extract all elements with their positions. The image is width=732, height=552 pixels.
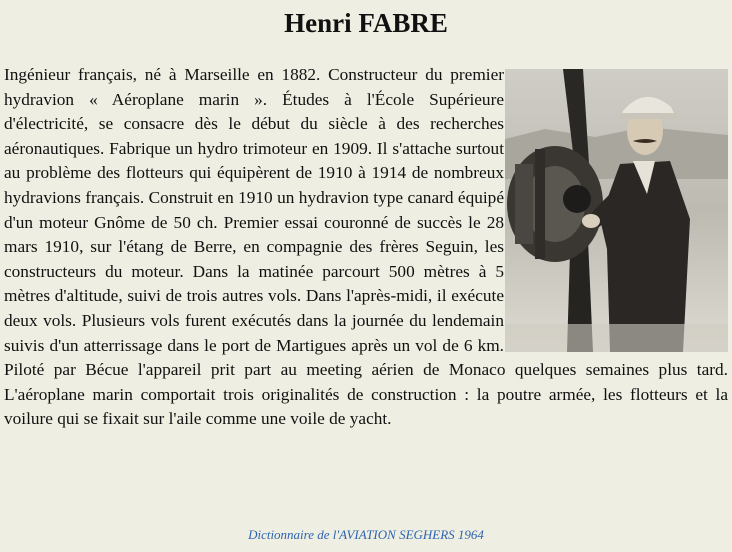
page-title: Henri FABRE — [284, 8, 448, 38]
biography-body: Ingénieur français, né à Marseille en 1882. Constructeur du premier hydravion « Aéroplane marin ». Études à l'École Supérieure d'électricité, se consacre dès le début du siècle à des recherches aéronautiques. Fabrique un hydro trimoteur en 1909. Il s'attache surtout au problème des flotteurs qui équipèrent de 1910 à 1914 de nombreux hydravions français. Construit en 1910 un hydravion type canard équipé d'un moteur Gnôme de 50 ch. Premier essai couronné de succès le 28 mars 1910, sur l'étang de Berre, en compagnie des frères Seguin, les constructeurs du moteur. Dans la matinée parcourt 500 mètres à 5 mètres d'altitude, suivi de trois autres vols. Dans l'après-midi, il exécute deux vols. Plusieurs vols furent exécutés dans la journée du lendemain suivis d'un atterrissage dans le port de Martigues après un vol de 6 km. Piloté par Bécue l'appareil prit part au meeting aérien de Monaco quelques semaines plus tard. L'aéroplane marin comportait trois originalités de construction : la poutre armée, les flotteurs et la voilure qui se fixait sur l'aile comme une voile de yacht. — [4, 65, 728, 429]
biography-text — [4, 63, 728, 432]
photo-spacer — [504, 63, 728, 355]
source-citation[interactable]: Dictionnaire de l'AVIATION SEGHERS 1964 — [248, 527, 484, 542]
